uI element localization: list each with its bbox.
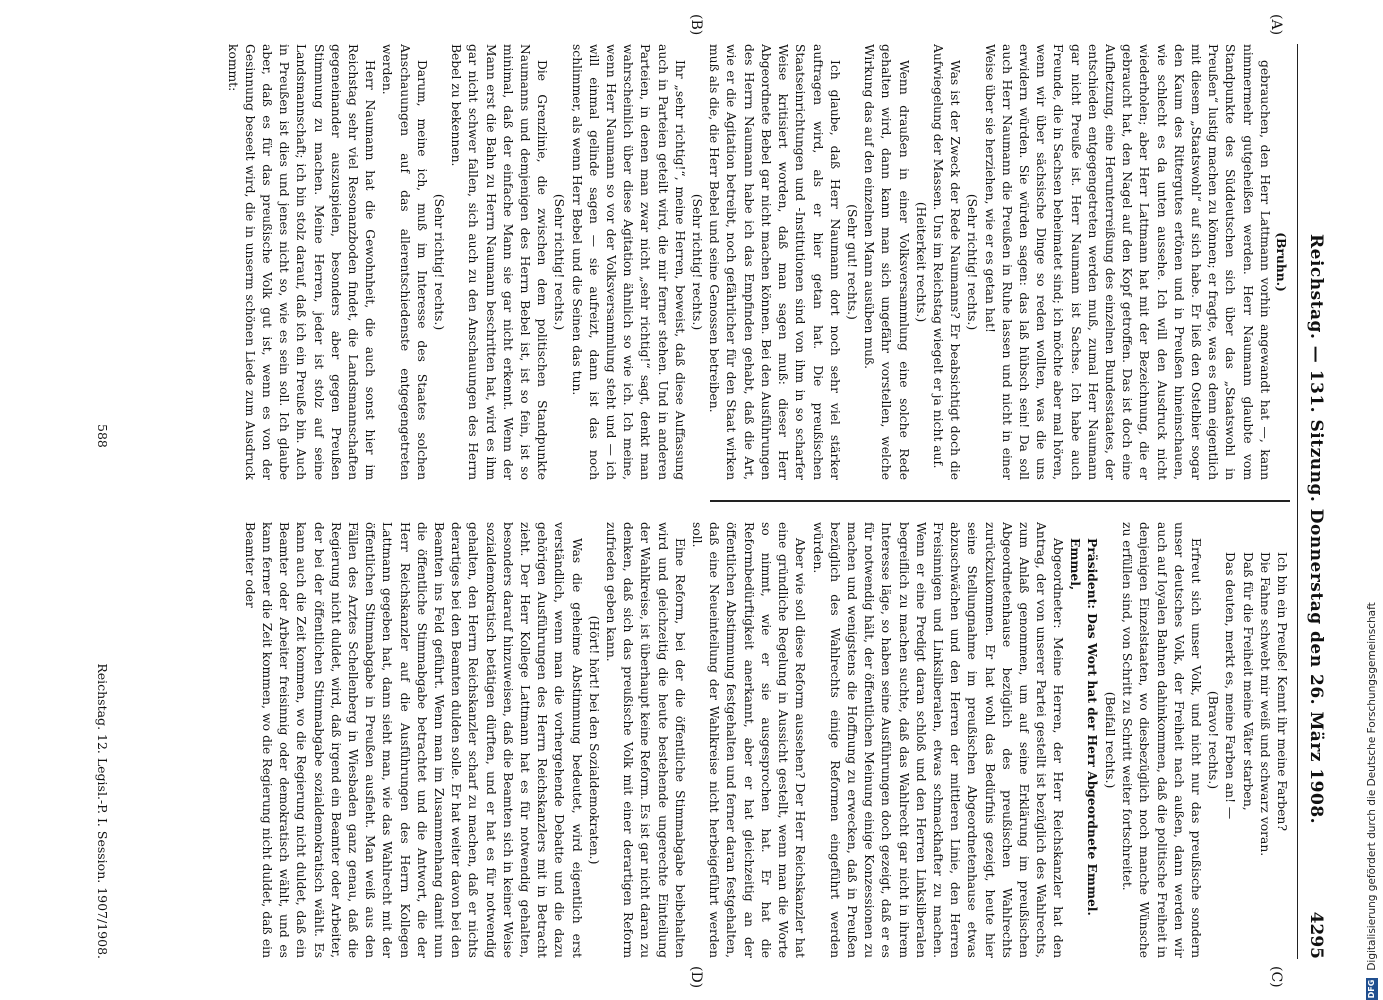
page-footer	[86, 44, 110, 959]
interjection: (Beifall rechts.)	[1102, 691, 1117, 789]
paragraph: Abgeordneter: Meine Herren, der Herr Reichskanzler hat den Antrag, der von unserer Partei gestellt ist bezüglich des Wahlrechts, zum Anlaß genommen, um auf seine Erklärung im preußischen Abgeordnetenhause bezüglich des preußischen Wahlrechts zurückzukommen. Er hat wohl das Bedürfnis gezeigt, heute hier seine Stellungnahme im preußischen Abgeordnetenhause etwas abzuschwächen und den Herren der mittleren Linie, den Herren Freisinnigen und Linksliberalen, etwas schmackhafter zu machen. Wenn er eine Predigt daran schloß und den Herren Linksliberalen begreiflich zu machen suchte, daß das Wahlrecht gar nicht in ihrem Interesse läge, so haben seine Ausführungen doch gezeigt, daß er es für notwendig hält, der öffentlichen Meinung einige Konzessionen zu machen und wenigstens die Hoffnung zu erwecken, daß in Preußen bezüglich des Wahlrechts einige Reformen eingeführt werden würden.	[810, 522, 1066, 958]
paragraph: Ihr „sehr richtig!“, meine Herren, beweist, daß diese Auffassung auch in Parteien geteilt wird, die mir ferner stehen. Und in anderen Parteien, in denen man zwar nicht „sehr richtig!“ sagt, denkt man wahrscheinlich über diese Agitation ähnlich so wie ich. Ich meine, wenn Herr Naumann so vor der Volksversammlung steht und — ich will einmal gelinde sagen — sie aufreizt, dann ist das noch schlimmer, als wenn Herr Bebel und die Seinen das tun.	[569, 44, 687, 480]
paragraph: Darum, meine ich, muß im Interesse des Staates solchen Anschauungen auf das allerentschiedenste entgegengetreten werden.	[380, 44, 429, 480]
funding-text: Digitalisierung gefördert durch die Deutsche Forschungsgemeinschaft	[1366, 602, 1378, 971]
footer-session: Reichstag. 12. Legisl.-P. I. Session. 1907/1908.	[95, 663, 110, 959]
interjection: (Bravo! rechts.)	[1206, 690, 1221, 790]
paragraph: Wenn draußen in einer Volksversammlung eine solche Rede gehalten wird, dann kann man sich ungefähr vorstellen, welche Wirkung das auf den einzelnen Mann ausüben muß.	[862, 44, 911, 480]
paragraph: Ich glaube, daß Herr Naumann dort noch sehr viel stärker auftragen wird, als er hier getan hat. Die preußischen Staatseinrichtungen und -Institutionen sind von ihm in so scharfer Weise kritisiert worden, daß man sagen muß: dieser Herr Abgeordnete Bebel gar nicht machen können. Bei den Ausführungen des Herrn Naumann habe ich das Empfinden gehabt, daß die Art, wie er die Agitation betreibt, noch gefährlicher für den Staat wirken muß als die, die Herr Bebel und seine Genossen betreiben.	[707, 44, 842, 480]
paragraph: Die Grenzlinie, die zwischen dem politischen Standpunkte Naumanns und demjenigen des Herrn Bebel ist, ist so fein, ist so minimal, daß der einfache Mann sie gar nicht erkennt. Wenn der Mann erst die Bahn zu Herrn Naumann beschritten hat, wird es ihm gar nicht schwer fallen, sich auch zu den Anschauungen des Herrn Bebel zu bekennen.	[449, 44, 550, 480]
interjection: (Hört! hört! bei den Sozialdemokraten.)	[586, 615, 601, 865]
poem-line: Die Fahne schwebt mir weiß und schwarz voran.	[1257, 552, 1272, 857]
paragraph: gebrauchen, den Herr Lattmann vorhin angewandt hat —, kann nimmermehr gutgeheißen werden. Herr Naumann glaubte vom Standpunkte des Süddeutschen sich über das „Staatswohl in Preußen“ lustig machen zu können; er fragte, was es denn eigentlich mit diesem „Staatswohl“ auf sich habe. Er ließ den Ostelbier sogar den Kaum des Rittergutes ertönen und in Preußen hineinschauen, wie schlecht es da unten aussehe. Ich will den Ausdruck nicht wiederholen; aber Herr Lattmann hat mit der Bezeichnung, die er gebraucht hat, den Nagel auf den Kopf getroffen. Das ist doch eine Aufhetzung, eine Herunterreißung des einzelnen Bundesstaates, der entschieden entgegengetreten werden muß, zumal Herr Naumann gar nicht Preuße ist. Herr Naumann ist Sachse. Ich habe auch Freunde, die in Sachsen beheimatet sind; ich möchte aber mal hören, wenn wir über sächsische Dinge so reden wollten, was die uns erwidern würden. Sie würden sagen: das laß hübsch sein! Da soll auch Herr Naumann die Preußen in Ruhe lassen und nicht in einer Weise über sie herziehen, wie er es getan hat!	[982, 44, 1272, 480]
speaker-name: Emmel,	[1067, 538, 1083, 591]
margin-marker-d: (D)	[688, 966, 704, 989]
page-number: 4295	[1306, 911, 1326, 959]
interjection: (Sehr richtig! rechts.)	[965, 193, 980, 331]
footer-number: 588	[95, 424, 110, 448]
margin-marker-a: (A)	[1268, 14, 1284, 36]
paragraph: Was ist der Zweck der Rede Naumanns? Er beabsichtigt doch die Aufwiegelung der Massen. Uns im Reichstag wiegelt er ja nicht auf.	[930, 44, 963, 480]
interjection: (Sehr richtig! rechts.)	[690, 193, 705, 331]
interjection: (Sehr gut! rechts.)	[844, 204, 859, 320]
president-line: Präsident: Das Wort hat der Herr Abgeordnete Emmel.	[1084, 538, 1100, 916]
page-header	[1297, 44, 1332, 959]
paragraph: Erfreut sich unser Volk, und nicht nur das preußische sondern unser deutsches Volk, der Freiheit nach außen, dann werden wir auch auf loyalen Bahnen dahinkommen, daß die politische Freiheit in denjenigen Einzelstaaten, wo diesbezüglich noch manche Wünsche zu erfüllen sind, von Schritt zu Schritt weiter fortschreitet.	[1120, 522, 1203, 958]
left-column	[130, 44, 1290, 480]
margin-marker-b: (B)	[688, 14, 704, 36]
poem-line: Das deuten, merkt es, meine Farben an! —	[1223, 552, 1238, 820]
interjection: (Sehr richtig! rechts.)	[432, 193, 447, 331]
dfg-logo-icon: DFG	[1367, 979, 1376, 999]
paragraph: Was die geheime Abstimmung bedeutet, wird eigentlich erst verständlich, wenn man die vorhergehende Debatte und die dazu gehörigen Ausführungen des Herrn Reichskanzlers mit in Betracht zieht. Der Herr Kollege Lattmann hat es für notwendig gehalten, besonders darauf hinzuweisen, daß die Beamten sich in keiner Weise sozialdemokratisch betätigen dürften, und er hat es für notwendig gehalten, den Herrn Reichskanzler scharf zu machen, daß er nichts derartiges bei den Beamten dulden solle. Er hat weiter davon bei den Beamten ins Feld geführt. Wenn man im Zusammenhang damit nun die öffentliche Stimmabgabe betrachtet und die Antwort, die der Herr Reichskanzler auf die Ausführungen des Herrn Kollegen Lattmann gegeben hat, dann sieht man, wie das Wahlrecht mit der öffentlichen Stimmabgabe in Preußen ausfieht. Man weiß aus den Fällen des Arztes Schellenberg in Wiesbaden ganz genau, daß die Regierung nicht duldet, wird, daß irgend ein Beamter oder Arbeiter, der bei der öffentlichen Stimmabgabe sozialdemokratisch wählt. Es kann auch die Zeit kommen, wo die Regierung nicht duldet, daß ein Beamter oder Arbeiter freisinnig oder demokratisch wählt, und es kann ferner die Zeit kommen, wo die Regierung nicht duldet, daß ein Beamter oder	[242, 522, 584, 958]
poem-line: Daß für die Freiheit meine Väter starben,	[1240, 552, 1255, 811]
paragraph: Aber wie soll diese Reform aussehen? Der Herr Reichskanzler hat eine gründliche Regelung in Aussicht gestellt, wenn man die Worte so nimmt, wie er sie ausgesprochen hat. Er hat die Reformbedürftigkeit anerkannt, aber er hat gleichzeitig an der öffentlichen Abstimmung festgehalten und ferner daran festgehalten, daß eine Neueinteilung der Wahlkreise nicht herbeigeführt werden soll.	[690, 522, 808, 958]
interjection: (Sehr richtig! rechts.)	[552, 193, 567, 331]
funding-note	[1366, 602, 1378, 1000]
scanned-page	[62, 14, 1332, 989]
right-column	[130, 522, 1290, 958]
interjection: (Heiterkeit rechts.)	[913, 201, 928, 323]
margin-marker-c: (C)	[1268, 966, 1284, 988]
poem-line: Ich bin ein Preuße! Kennt ihr meine Farben?	[1275, 552, 1289, 831]
paragraph: Herr Naumann hat die Gewohnheit, die auch sonst hier im Reichstag sehr viel Resonanzboden findet, die Landsmannschaften gegeneinander auszuspielen, besonders aber gegen Preußen Stimmung zu machen. Meine Herren, jeder ist stolz auf seine Landsmannschaft; ich bin stolz darauf, daß ich ein Preuße bin. Auch in Preußen ist dies und jenes nicht so, wie es sein soll. Ich glaube aber, daß es für das preußische Volk gut ist, wenn es von der Gesinnung beseelt wird, die in unserm schönen Liede zum Ausdruck kommt:	[225, 44, 378, 480]
speaker-name: (Bruhn.)	[1274, 232, 1289, 292]
column-divider	[710, 500, 1290, 502]
paragraph: Eine Reform, bei der die öffentliche Stimmabgabe beibehalten wird und gleichzeitig die heute bestehende ungerechte Einteilung der Wahlkreise, ist überhaupt keine Reform. Es ist gar nicht daran zu denken, daß sich das preußische Volk mit einer derartigen Reform zufrieden geben kann.	[604, 522, 687, 958]
running-head: Reichstag. — 131. Sitzung. Donnerstag den 26. März 1908.	[1306, 234, 1326, 825]
